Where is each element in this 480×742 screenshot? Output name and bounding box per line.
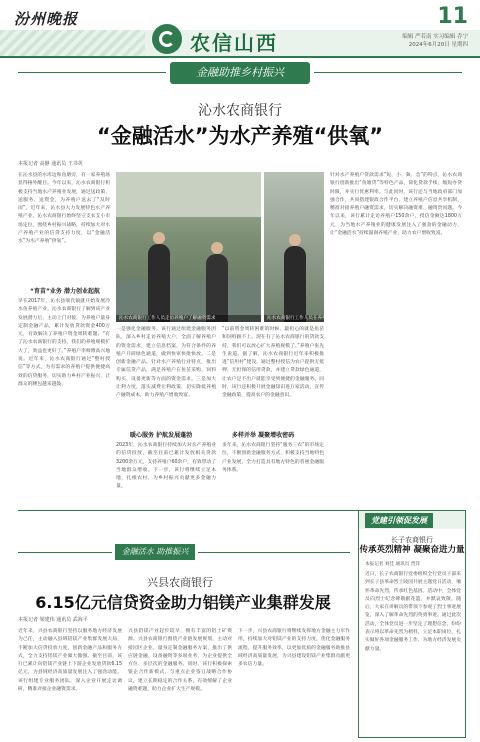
article2-title: 6.15亿元信贷资金助力铝镁产业集群发展: [35, 593, 331, 612]
article1-col1: 在沁水县的水库边和鱼塘旁，有一家养殖场显得格外醒目。今年以来，沁水农商银行积极支持当地水产养殖业发展，通过送政策、送服务、送资金，为养殖户送去了“及时雨”。近年来，沁水县大力发展特色水产养殖产业，沁水农商银行始终坚守支农支小市场定位，围绕乡村振兴战略，持续加大对水产养殖产业的信贷支持力度，以“金融活水”为水产养殖“供氧”。: [18, 173, 110, 245]
article2-col1: 近年来，兴县农商银行坚持以服务地方经济发展为己任，主动融入县域铝镁产业集群发展大局，不断加大信贷投放力度，创新金融产品和服务方式，全力支持铝镁产业做大做强。截至目前，该行已累计向铝镁产业链上下游企业发放贷款6.15亿元，为县域经济高质量发展注入了强劲动能。该行组建专业服务团队，深入企业开展走访调研，精准对接企业融资需求。: [18, 629, 122, 693]
side-title: 传承英烈精神 凝聚奋进力量: [359, 545, 465, 555]
side-subtitle: 长子农商银行: [391, 536, 433, 544]
side-byline: 本报记者 刘佳 通讯员 晋萍: [365, 562, 420, 567]
photo2-caption: 沁水农商银行工作人员在养殖基地: [264, 315, 324, 322]
top-banner: 金融助推乡村振兴: [170, 62, 310, 84]
masthead-meta: [402, 33, 468, 49]
article1-heading2: 暖心服务 护航发展蓬勃: [130, 432, 193, 439]
article2-col3: 下一步，兴县农商银行将继续发挥地方金融主力军作用，持续加大对铝镁产业的支持力度，优化金融服务流程，提升服务效率，以更加优质的金融服务助推县域经济高质量发展，为兴县建设铝镁产业集群贡献更多农信力量。: [238, 629, 350, 668]
article2-banner: 金融活水 助推振兴: [115, 544, 195, 560]
photo1-caption: 沁水农商银行工作人员走访养殖户了解融资需求: [116, 315, 261, 322]
photo-fish-farm-2: [264, 172, 336, 322]
article1-heading1: “育苗”业务 潜力创业起航: [30, 288, 100, 295]
article1-subtitle: 沁水农商银行: [198, 103, 282, 119]
meta-editors: 编辑 严若南 实习编辑 乔宁: [402, 34, 468, 40]
article1-col2: 一是强化金融服务。该行通过组建金融服务团队，深入乡村走访养殖大户，全面了解养殖户的资金需求，建立信息档案，为符合条件的养殖户开辟绿色通道，做到快审快批快放。二是创新金融产品。针对水产养殖行业特点，推出专属信贷产品，满足养殖户在鱼苗采购、饲料购买、设备更新等方面的资金需求。三是加大让利力度，落实减费让利政策，切实降低养殖户融资成本，助力养殖户增收致富。: [116, 327, 216, 399]
header-pattern: [0, 30, 145, 56]
a2-rule-left: [18, 552, 112, 553]
article1-col3b: 多年来，沁水农商银行坚持“服务三农”的市场定位，不断创新金融服务方式，积极支持当地特色产业发展，全力打造具有地方特色的普惠金融服务体系。: [222, 443, 324, 473]
photo-fish-farm-1: [116, 172, 261, 322]
article1-byline: 本报记者 高静 通讯员 王书英: [18, 161, 83, 167]
article1-col2b: 2023年，沁水农商银行持续加大对水产养殖业的信贷投放，截至目前已累计发放相关贷款3200余万元，支持养殖户60余户，有效带动了当地群众增收。下一步，该行将继续立足本地，扎根农村，为乡村振兴贡献更多金融力量。: [116, 443, 216, 490]
article1-title: “金融活水”为水产养殖“供氧”: [96, 124, 384, 148]
article2-subtitle: 兴县农商银行: [147, 576, 213, 589]
article1-col3: “以前资金周转困难的时候，最担心的就是鱼苗和饲料跟不上。现在有了沁水农商银行的贷款支持，我们可以放心扩大养殖规模了。”养殖户张先生说道。据了解，沁水农商银行近年来积极推进“信用村”建设，通过整村授信为农户提供无抵押、无担保的信用贷款，并建立贷款绿色通道，让农户足不出户就能享受到便捷的金融服务。同时，该行还积极开展金融知识进万家活动，宣传金融政策，提高农户的金融意识。: [222, 327, 324, 399]
article1-heading3: 多样并举 凝聚增收密码: [232, 432, 295, 439]
article1-col4: 针对水产养殖户贷款需求“短、小、频、急”的特点，沁水农商银行创新推出“鱼塘贷”等特色产品，简化贷款手续，缩短办贷时限，并实行优惠利率。与此同时，该行还与当地政府部门加强合作，共同搭建银政合作平台，建立养殖户信息共享机制，精准对接养殖户融资需求，切实解决融资难、融资贵问题。今年以来，该行累计走访养殖户150余户，授信金额达1800万元，为当地水产养殖业的健康发展注入了强劲的金融动力，让“金融活水”持续滋润养殖产业，助力农户增收致富。: [330, 173, 462, 237]
masthead: [0, 0, 480, 58]
side-article: [358, 510, 466, 738]
a2-rule-right: [198, 552, 350, 553]
article1-col1b: 早在2017年，沁水县端氏镇就开始发展冷水鱼养殖产业。沁水农商银行了解到该产业发展潜力后，主动上门对接，为养殖户量身定制金融产品，累计发放贷款资金400万元，有效解决了养殖户资金周转难题。“有了沁水农商银行的支持，我们的养殖规模扩大了，效益也更好了。”养殖户李师傅高兴地说。近年来，沁水农商银行通过“整村授信”等方式，为有需求的养殖户提供便捷高效的信贷服务，切实助力乡村产业振兴，让群众的腰包越来越鼓。: [18, 299, 110, 387]
article2-col2: 兴县铝镁产业起步较早，拥有丰富的铝土矿资源。兴县农商银行围绕产业链发展规划，主动对接园区企业，量身定制金融服务方案，推出了供应链金融、设备融资等多项业务，为企业提供全方位、多层次的金融服务。同时，该行积极探索银企合作新模式，与重点企业签订战略合作协议，建立长期稳定的合作关系，有效缓解了企业融资难题，助力企业扩大生产规模。: [128, 629, 232, 693]
meta-date: 2024年6月20日 星期四: [408, 42, 468, 48]
article2-byline: 本报记者 梁建伟 通讯员 武海平: [18, 617, 88, 623]
banner-rule-right: [314, 72, 462, 73]
section-title: 农信山西: [190, 31, 278, 55]
banner-rule-left: [18, 72, 166, 73]
newspaper-logo: 汾州晚报: [14, 10, 79, 28]
side-text: 近日，长子农商银行党委组织全行党员干部来到长子县革命烈士陵园开展主题党日活动，缅怀革命先烈，传承红色基因。活动中，全体党员向烈士纪念碑敬献花篮，并默哀致敬。随后，大家在讲解员的带领下参观了烈士事迹展览，深入了解革命先烈的英勇事迹。通过此次活动，全体党员进一步坚定了理想信念，纷纷表示将以革命先烈为榜样，立足本职岗位，扎实做好各项金融服务工作，为地方经济发展贡献力量。: [365, 572, 461, 652]
side-banner: [359, 511, 465, 529]
page-number: 11: [437, 4, 468, 29]
bank-logo-icon: [152, 24, 182, 54]
side-banner-label: 党建引领促发展: [365, 513, 433, 528]
